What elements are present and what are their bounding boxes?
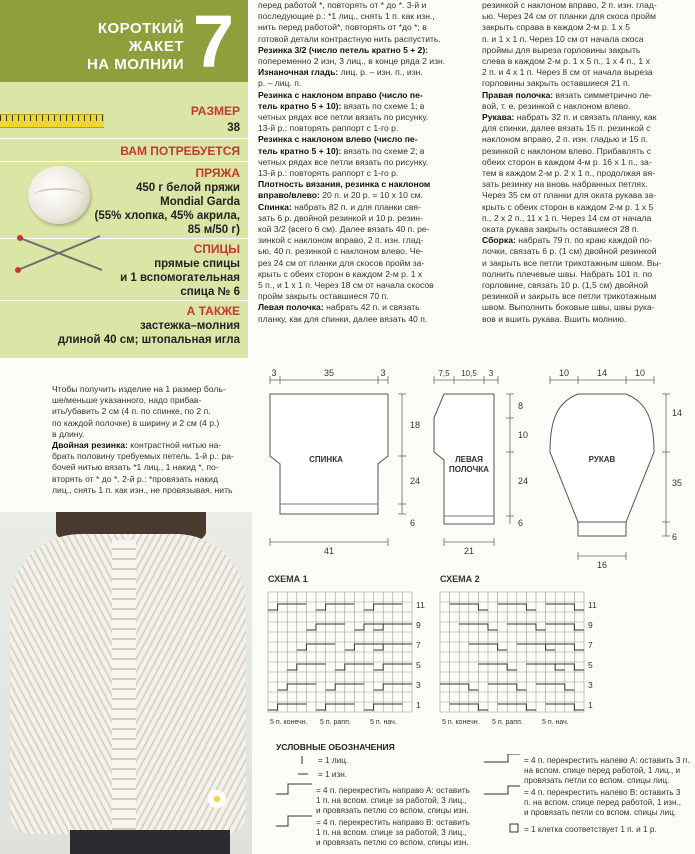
cross-left-a-icon — [484, 754, 520, 762]
text-line: набрать 82 п. и для планки свя- — [291, 201, 421, 212]
scheme-1-grid — [268, 592, 412, 712]
text-line: готовой детали контрастную нить распустить. — [258, 33, 441, 44]
yarn-details — [95, 181, 240, 237]
text-heading: Резинка 3/2 (число петель кратно 5 + 2): — [258, 44, 429, 55]
text-line: обеих сторон в каждом 4-м р. 16 х 1 п., за- — [482, 156, 652, 167]
dim-label: 3 — [488, 369, 494, 378]
text-line: брать половину требуемых петель. 1-й р.: ра- — [52, 451, 234, 462]
row-label: 5 — [588, 660, 593, 670]
text-line: лиц. р. – изн. п., изн. — [338, 67, 423, 78]
text-line: ью, 40 п. резинкой с наклоном влево. Че- — [258, 246, 424, 257]
text-line: п., 2 х 2 п., 11 х 1 п. Через 14 см от начала — [482, 212, 652, 223]
legend-line: провязать петли со вспом. спицы лиц. — [524, 776, 670, 785]
legend-line: = 4 п. перекрестить налево В: оставить 3 — [524, 788, 681, 797]
yarn-ball-icon — [28, 166, 90, 224]
text-line: тем в каждом 2-м р. 2 х 1 п., продолжая вя- — [482, 168, 655, 179]
text-line: четных рядах все петли вязать по рисунку. — [258, 112, 429, 123]
scheme-1-foot-start: 5 п. нач. — [370, 719, 397, 726]
text-heading: Правая полочка: — [482, 89, 554, 100]
row-label: 7 — [416, 640, 421, 650]
row-label: 11 — [588, 600, 597, 610]
text-line: ше/меньше указанного, надо прибав- — [52, 395, 202, 406]
dim-label: 10 — [518, 430, 529, 440]
yarn-line: 85 м/50 г) — [187, 224, 240, 236]
legend-cross-right-b — [316, 818, 486, 848]
dim-label: 21 — [463, 546, 475, 556]
text-line: ью. Через 24 см от планки для скоса пройм — [482, 11, 656, 22]
dim-label: 6 — [672, 532, 678, 542]
text-line: вязать по схеме 1; в — [341, 100, 425, 111]
text-heading: Рукава: — [482, 112, 515, 123]
yarn-heading: ПРЯЖА — [195, 166, 240, 180]
pants-shape — [70, 830, 230, 854]
text-line: резинкой с наклоном вправо, 2 п. изн. глад- — [482, 0, 657, 10]
text-line: набрать 79 п. по краю каждой по- — [515, 235, 652, 246]
text-heading: тель кратно 5 + 10): — [258, 145, 342, 156]
text-line: 5 п., и 1 х 1 п. Через 18 см от начала скосов — [258, 280, 434, 291]
pattern-diagrams — [258, 362, 694, 572]
intro-text — [52, 384, 250, 496]
scheme-2-title: СХЕМА 2 — [440, 574, 480, 584]
text-heading: Левая полочка: — [258, 302, 324, 313]
sleeve-label: РУКАВ — [588, 455, 616, 464]
row-label: 5 — [416, 660, 421, 670]
scheme-2-foot-end: 5 п. конечн. — [442, 719, 480, 726]
cell-symbol-icon — [510, 824, 518, 832]
text-line: планку, как для спинки, далее вязать 40 п. — [258, 313, 428, 324]
scheme-1-title: СХЕМА 1 — [268, 574, 308, 584]
text-line: рез 24 см от планки для скосов пройм за- — [258, 257, 425, 268]
back-piece — [270, 394, 388, 514]
text-line: вязать симметрично ле- — [553, 89, 652, 100]
dim-label: 7,5 — [438, 369, 450, 378]
text-line: нить перед работой*, повторять от *до *; в — [258, 22, 427, 33]
text-line: бочей нитью вязать *1 лиц., 1 накид *, по- — [52, 462, 219, 473]
dim-label: 41 — [323, 546, 335, 556]
text-heading: Резинка с наклоном влево (число пе- — [258, 134, 418, 145]
dim-label: 3 — [380, 368, 386, 378]
dim-label: 8 — [518, 401, 524, 411]
needles-details — [120, 257, 240, 299]
yarn-line: 450 г белой пряжи — [135, 182, 240, 194]
row-label: 9 — [416, 620, 421, 630]
text-line: зать резинку на вновь набранных петлях. — [482, 179, 648, 190]
model-photo — [0, 512, 252, 854]
text-line: в длину. — [52, 428, 85, 439]
text-line: полнить плечевые швы. Набрать 101 п. по — [482, 268, 653, 279]
materials-sidebar — [0, 0, 248, 358]
text-line: вторять от * до *. 2-й р.: *провязать накид — [52, 473, 218, 484]
model-number: 7 — [192, 0, 234, 83]
cable-panel — [112, 540, 136, 830]
measuring-tape-icon — [0, 114, 104, 128]
legend-cross-left-b — [524, 788, 694, 818]
legend-line: = 4 п. перекрестить направо В: оставить — [316, 818, 470, 827]
text-line: оката рукава закрыть оставшиеся 28 п. — [482, 224, 639, 235]
row-label: 7 — [588, 640, 593, 650]
text-line: кой 3/2 (всего 6 см). Далее вязать 40 п. ре- — [258, 224, 430, 235]
title-band — [0, 0, 248, 82]
text-line: 13-й р.: повторять раппорт с 1-го р. — [258, 168, 399, 179]
text-line: 20 п. и 20 р. = 10 х 10 см. — [319, 190, 423, 201]
scheme-2-foot-start: 5 п. нач. — [542, 719, 569, 726]
cross-right-a-icon — [276, 784, 312, 794]
legend-cross-left-a — [524, 756, 694, 786]
legend-line: 1 п. на вспом. спице за работой, 3 лиц., — [316, 796, 467, 805]
dim-label: 3 — [271, 368, 277, 378]
legend-cross-right-a — [316, 786, 486, 816]
text-line: ить/убавить 2 см (4 п. по спинке, по 2 п. — [52, 406, 211, 417]
text-line: закрыть справа в каждом 2-м р. 1 х 5 — [482, 22, 631, 33]
text-line: горловине, связать 10 р. (1,5 см) двойной — [482, 280, 649, 291]
legend-line: 1 п. на вспом. спице за работой, 3 лиц., — [316, 828, 467, 837]
text-line: проймы для выреза горловины закрыть — [482, 44, 641, 55]
scheme-2-foot-rep: 5 п. рапп. — [492, 719, 523, 726]
back-label: СПИНКА — [309, 455, 343, 464]
instructions-column-2 — [258, 0, 472, 325]
text-heading: Спинка: — [258, 201, 292, 212]
garment-title — [34, 20, 184, 74]
text-line: лиц., снять 1 п. как изн., не провязывая, нить — [52, 484, 233, 495]
text-line: резинкой с наклоном влево. Прибавлять с — [482, 145, 652, 156]
legend-title: УСЛОВНЫЕ ОБОЗНАЧЕНИЯ — [276, 742, 395, 752]
left-front-label-2: ПОЛОЧКА — [449, 465, 489, 474]
also-line: длиной 40 см; штопальная игла — [57, 334, 240, 346]
needles-line: прямые спицы — [154, 258, 240, 270]
cross-left-b-icon — [484, 786, 520, 794]
dim-label: 6 — [410, 518, 416, 528]
text-line: швом. Выполнить боковые швы, швы рука- — [482, 302, 655, 313]
instructions-column-3 — [482, 0, 694, 325]
also-line: застежка–молния — [139, 320, 240, 332]
text-line: Чтобы получить изделие на 1 размер боль- — [52, 384, 226, 394]
text-line: вов и вшить рукава. Вшить молнию. — [482, 313, 627, 324]
text-heading: вправо/влево: — [258, 190, 320, 201]
text-heading: Плотность вязания, резинка с наклоном — [258, 179, 431, 190]
legend-line: и провязать петлю со вспом. спицы изн. — [316, 806, 469, 815]
text-line: по каждой полочке) в ширину и 2 см (4 р.) — [52, 417, 220, 428]
text-line: вязать по схеме 2; в — [341, 145, 425, 156]
row-label: 3 — [588, 680, 593, 690]
knitting-needles-icon — [14, 232, 106, 274]
size-heading: РАЗМЕР — [190, 104, 240, 118]
text-line: перед работой *, повторять от * до *. 3-й и — [258, 0, 427, 10]
legend-line: и провязать петлю со вспом. спицы изн. — [316, 838, 469, 847]
also-heading: А ТАКЖЕ — [186, 304, 240, 318]
text-line: резинкой и закрыть все петли трикотажным — [482, 291, 657, 302]
legend-line: и провязать петли со вспом. спицы лиц. — [524, 808, 677, 817]
row-label: 11 — [416, 600, 425, 610]
title-line: ЖАКЕТ — [128, 38, 184, 55]
flower-icon — [208, 790, 226, 808]
text-line: слева в каждом 2-м р. 1 х 5 п., 1 х 4 п., 1 х — [482, 56, 650, 67]
sleeve-cuff — [578, 522, 626, 536]
text-line: 2 п. и 4 х 1 п. Через 8 см от начала выреза — [482, 67, 653, 78]
row-label: 1 — [416, 700, 421, 710]
title-line: КОРОТКИЙ — [97, 20, 184, 37]
size-value: 38 — [227, 122, 240, 134]
scheme-2-grid — [440, 592, 584, 712]
text-line: набрать 42 п. и связать — [323, 302, 420, 313]
text-line: крыть с обеих сторон в каждом 2-м р. 1 х — [258, 268, 423, 279]
yarn-line: (55% хлопка, 45% акрила, — [94, 210, 240, 222]
title-line: НА МОЛНИИ — [86, 56, 184, 73]
text-heading: Резинка с наклоном вправо (число пе- — [258, 89, 423, 100]
needed-heading: ВАМ ПОТРЕБУЕТСЯ — [120, 144, 240, 158]
text-line: и закрыть все петли трикотажным швом. Вы- — [482, 257, 662, 268]
scheme-1-foot-end: 5 п. конечн. — [270, 719, 308, 726]
text-line: р. – лиц. п. — [258, 78, 302, 89]
dim-label: 10 — [558, 368, 570, 378]
needles-heading: СПИЦЫ — [193, 242, 240, 256]
yarn-line: Mondial Garda — [160, 196, 240, 208]
dim-label: 24 — [518, 476, 529, 486]
text-line: п. и 1 х 1 п. Через 10 см от начала скоса — [482, 33, 644, 44]
dim-label: 10,5 — [461, 369, 477, 378]
dim-label: 16 — [596, 560, 608, 570]
left-front-label: ЛЕВАЯ — [455, 455, 483, 464]
row-label: 3 — [416, 680, 421, 690]
dim-label: 10 — [634, 368, 646, 378]
scheme-1-foot-rep: 5 п. рапп. — [320, 719, 351, 726]
text-line: последующие р.: *1 лиц., снять 1 п. как изн., — [258, 11, 435, 22]
dim-label: 35 — [672, 478, 683, 488]
legend-line: на вспом. спице перед работой, 1 лиц., и — [524, 766, 681, 775]
dim-label: 35 — [323, 368, 335, 378]
text-heading: тель кратно 5 + 10): — [258, 100, 342, 111]
text-heading: Изнаночная гладь: — [258, 67, 339, 78]
needles-line: спица № 6 — [180, 286, 240, 298]
text-line: пройм закрыть оставшиеся 70 п. — [258, 291, 389, 302]
dim-label: 14 — [596, 368, 608, 378]
text-line: контрастной нитью на- — [127, 440, 222, 451]
dim-label: 18 — [410, 420, 421, 430]
text-line: вой, т. е. резинкой с наклоном влево. — [482, 100, 631, 111]
text-line: зинкой с наклоном вправо, 2 п. изн. глад- — [258, 235, 424, 246]
dim-label: 6 — [518, 518, 524, 528]
text-line: зать 6 р. двойной резинкой и 10 р. резин- — [258, 212, 423, 223]
text-line: горловины закрыть оставшиеся 21 п. — [482, 78, 631, 89]
text-line: четных рядах все петли вязать по рисунку. — [258, 156, 429, 167]
sweater-shape-right — [128, 534, 246, 834]
text-heading: Сборка: — [482, 235, 516, 246]
text-line: лочки, связать 6 р. (1 см) двойной резинкой — [482, 246, 657, 257]
row-label: 1 — [588, 700, 593, 710]
dim-label: 24 — [410, 476, 421, 486]
text-heading: Двойная резинка: — [52, 440, 128, 451]
needles-line: и 1 вспомогательная — [120, 272, 240, 284]
text-line: наклоном вправо, 2 п. изн. гладью и 15 п. — [482, 134, 648, 145]
text-line: крыть с обеих сторон в каждом 2-м р. 1 х 5 — [482, 201, 654, 212]
row-label: 9 — [588, 620, 593, 630]
text-line: попеременно 2 изн, 3 лиц., в конце ряда 2 изн. — [258, 56, 446, 67]
text-line: 13-й р.: повторять раппорт с 1-го р. — [258, 123, 399, 134]
cross-right-b-icon — [276, 816, 312, 826]
legend-knit: = 1 лиц. — [318, 756, 349, 765]
legend-line: = 4 п. перекрестить налево А: оставить 3 п. — [524, 756, 690, 765]
text-line: для спинки, далее вязать 15 п. резинкой с — [482, 123, 651, 134]
text-line: набрать 32 п. и связать планку, как — [514, 112, 657, 123]
stitch-schemes — [258, 572, 694, 732]
legend-purl: = 1 изн. — [318, 770, 348, 779]
text-line: Через 35 см от планки для оката рукава за- — [482, 190, 657, 201]
legend-line: = 4 п. перекрестить направо А: оставить — [316, 786, 470, 795]
legend-cell: = 1 клетка соответствует 1 п. и 1 р. — [524, 825, 657, 834]
dim-label: 14 — [672, 408, 683, 418]
legend-line: п. на вспом. спице перед работой, 1 изн., — [524, 798, 682, 807]
also-details — [58, 319, 240, 347]
